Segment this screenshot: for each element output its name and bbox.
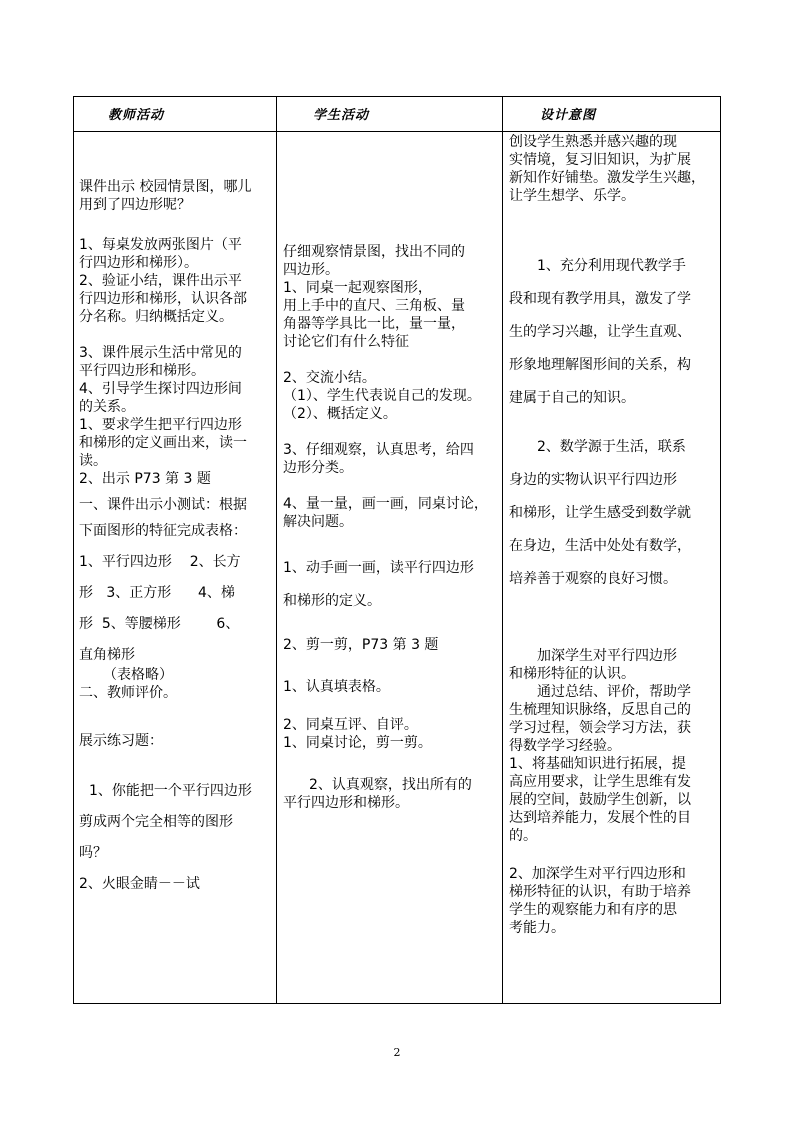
teacher-line: 用到了四边形呢？ [79,197,191,213]
teacher-line: 下面图形的特征完成表格： [79,523,247,539]
design-line: 让学生想学、乐学。 [509,188,635,204]
teacher-line: 4、引导学生探讨四边形间 [79,381,242,397]
teacher-line: 1、每桌发放两张图片（平 [79,237,242,253]
design-line: 段和现有教学用具，激发了学 [509,291,691,307]
student-line: （1）、学生代表说自己的发现。 [283,388,481,404]
student-line: 1、认真填表格。 [283,679,390,695]
student-line: 1、同桌讨论，剪一剪。 [283,735,432,751]
teacher-line: （表格略） [103,667,173,683]
design-line: 实情境，复习旧知识，为扩展 [509,152,691,168]
design-line: 新知作好铺垫。激发学生兴趣， [509,170,705,186]
teacher-line: 二、教师评价。 [79,685,177,701]
design-line: 创设学生熟悉并感兴趣的现 [509,134,677,150]
design-line: 学生的观察能力和有序的思 [509,902,677,918]
student-line: 解决问题。 [283,514,353,530]
student-line: 平行四边形和梯形。 [283,795,409,811]
student-line: 和梯形的定义。 [283,593,381,609]
design-line: 的。 [509,828,537,844]
design-line: 建属于自己的知识。 [509,390,635,406]
student-line: 2、认真观察，找出所有的 [309,777,472,793]
teacher-line: 1、要求学生把平行四边形 [79,417,242,433]
teacher-column [79,178,274,895]
design-line: 和梯形特征的认识。 [509,666,635,682]
teacher-line: 形 5、等腰梯形 6、 [79,616,240,632]
design-line: 考能力。 [509,920,565,936]
teacher-line: 1、平行四边形 2、长方 [79,554,241,570]
design-line: 高应用要求，让学生思维有发 [509,774,691,790]
design-line: 在身边，生活中处处有数学， [509,538,691,554]
design-line: 达到培养能力，发展个性的目 [509,810,691,826]
teacher-line: 行四边形和梯形，认识各部 [79,291,247,307]
design-line: 得数学学习经验。 [509,738,621,754]
student-line: 1、动手画一画，读平行四边形 [283,560,474,576]
design-line: 展的空间，鼓励学生创新，以 [509,792,691,808]
teacher-line: 直角梯形 [79,647,135,663]
student-line: 用上手中的直尺、三角板、量 [283,298,465,314]
header-divider [73,131,721,132]
student-line: 仔细观察情景图，找出不同的 [283,244,465,260]
student-line: 讨论它们有什么特征 [283,334,409,350]
design-line: 学习过程，领会学习方法，获 [509,720,691,736]
design-line: 培养善于观察的良好习惯。 [509,571,677,587]
teacher-line: 分名称。归纳概括定义。 [79,309,233,325]
teacher-line: 剪成两个完全相等的图形 [79,814,233,830]
student-line: 2、剪一剪，P73 第 3 题 [283,637,439,653]
student-line: 1、同桌一起观察图形， [283,280,432,296]
design-line: 生梳理知识脉络，反思自己的 [509,702,691,718]
teacher-line: 展示练习题： [79,733,163,749]
design-line: 1、将基础知识进行拓展，提 [509,756,686,772]
student-line: 2、同桌互评、自评。 [283,717,418,733]
student-line: 3、仔细观察，认真思考，给四 [283,442,474,458]
teacher-line: 2、验证小结，课件出示平 [79,273,242,289]
teacher-line: 一、课件出示小测试：根据 [79,497,247,513]
column-divider [502,96,503,1004]
student-line: （2）、概括定义。 [283,406,397,422]
design-line: 加深学生对平行四边形 [537,648,677,664]
student-column [283,243,499,812]
teacher-line: 的关系。 [79,399,135,415]
teacher-line: 平行四边形和梯形。 [79,363,205,379]
teacher-line: 2、火眼金睛－－试 [79,876,200,892]
header-design: 设计意图 [540,108,597,123]
header-teacher: 教师活动 [108,108,165,123]
design-line: 生的学习兴趣，让学生直观、 [509,324,691,340]
teacher-line: 和梯形的定义画出来，读一 [79,435,247,451]
design-line: 梯形特征的认识，有助于培养 [509,884,691,900]
teacher-line: 读。 [79,453,107,469]
design-column [509,133,719,937]
design-line: 身边的实物认识平行四边形 [509,472,677,488]
student-line: 角器等学具比一比，量一量， [283,316,465,332]
teacher-line: 吗？ [79,845,107,861]
student-line: 四边形。 [283,262,339,278]
design-line: 1、充分利用现代教学手 [537,258,686,274]
student-line: 4、量一量，画一画，同桌讨论， [283,496,488,512]
column-divider [276,96,277,1004]
teacher-line: 形 3、正方形 4、梯 [79,585,235,601]
header-student: 学生活动 [313,108,370,123]
student-line: 边形分类。 [283,460,353,476]
design-line: 通过总结、评价，帮助学 [537,684,691,700]
design-line: 2、加深学生对平行四边形和 [509,866,686,882]
student-line: 2、交流小结。 [283,370,376,386]
teacher-line: 2、出示 P73 第 3 题 [79,471,211,487]
design-line: 形象地理解图形间的关系，构 [509,357,691,373]
design-line: 2、数学源于生活，联系 [537,439,686,455]
teacher-line: 课件出示 校园情景图，哪儿 [79,179,252,195]
teacher-line: 1、你能把一个平行四边形 [89,783,252,799]
page-number: 2 [393,1046,401,1059]
teacher-line: 行四边形和梯形）。 [79,255,198,271]
design-line: 和梯形，让学生感受到数学就 [509,505,691,521]
teacher-line: 3、课件展示生活中常见的 [79,345,242,361]
